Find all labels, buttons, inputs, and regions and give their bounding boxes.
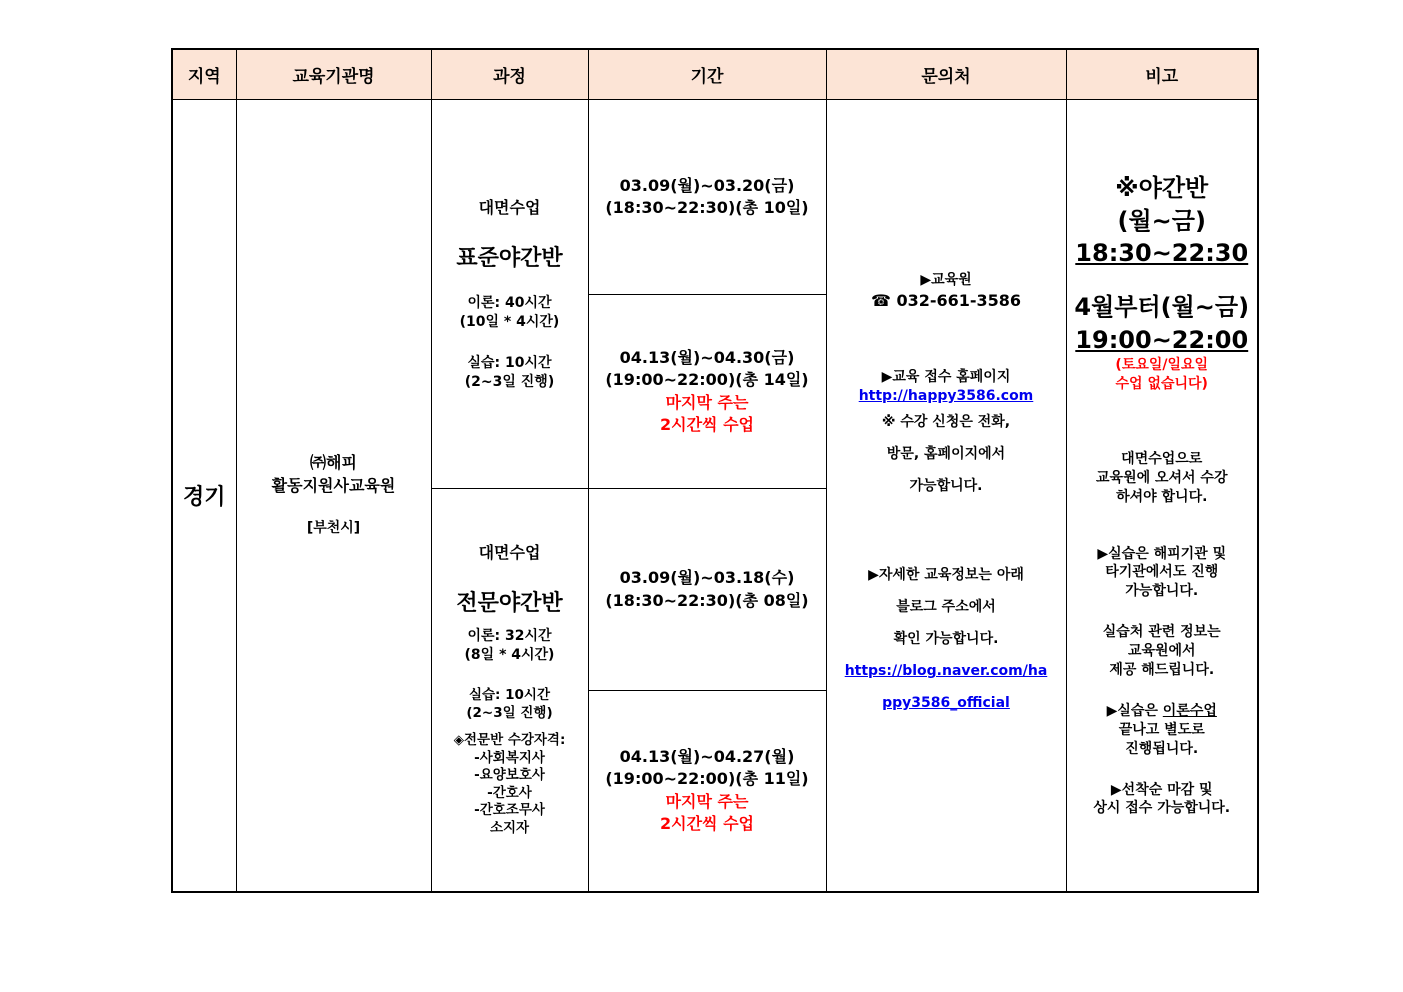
qualification-item: -사회복지사 [474,749,545,766]
remarks-separate-1u: 이론수업 [1162,702,1217,719]
course-standard-theory: 이론: 40시간 [467,294,552,311]
course-expert-practice-detail: (2~3일 진행) [466,704,553,721]
course-expert-theory: 이론: 32시간 [467,628,552,645]
period-cell-4 [588,691,826,892]
remarks-april-title: 4월부터(월~금) [1074,293,1250,322]
apply-note-1: ※ 수강 신청은 전화, [881,414,1011,431]
contact-label: ▶교육원 [920,271,972,288]
qualification-item: -요양보호사 [474,767,545,784]
header-remarks: 비고 [1066,49,1258,100]
homepage-link[interactable]: http://happy3586.com [858,388,1034,405]
contact-phone: 032-661-3586 [896,290,1022,310]
remarks-night-time: 18:30~22:30 [1075,238,1249,267]
course-expert-theory-detail: (8일 * 4시간) [464,647,555,664]
course-standard-name: 표준야간반 [456,245,563,271]
remarks-separate-3: 진행됩니다. [1125,740,1199,757]
course-standard-type: 대면수업 [478,197,541,217]
blog-note-2: 블로그 주소에서 [896,598,996,615]
blog-note-3: 확인 가능합니다. [893,630,999,647]
institution-city: [부천시] [306,520,361,537]
course-standard-practice: 실습: 10시간 [467,354,552,371]
course-expert-practice: 실습: 10시간 [468,687,551,704]
blog-link-1[interactable]: https://blog.naver.com/ha [844,663,1048,680]
period-4-dates: 04.13(월)~04.27(월) [619,746,795,766]
contact-cell [826,100,1066,892]
remarks-first-1: ▶선착순 마감 및 [1110,781,1213,798]
phone-icon: ☎ [870,290,891,310]
remarks-separate-2: 끝나고 별도로 [1118,721,1205,738]
period-2-detail: (19:00~22:00)(총 14일) [605,370,809,390]
schedule-table [171,48,1259,893]
remarks-practice-3: 가능합니다. [1125,583,1199,600]
period-3-detail: (18:30~22:30)(총 08일) [605,590,809,610]
period-1-dates: 03.09(월)~03.20(금) [619,175,795,195]
header-region: 지역 [172,49,236,100]
qualification-item: 소지자 [489,819,530,836]
apply-note-2: 방문, 홈페이지에서 [886,446,1006,463]
period-3-dates: 03.09(월)~03.18(수) [619,568,795,588]
period-4-note-1: 마지막 주는 [665,791,749,811]
period-2-note-1: 마지막 주는 [665,392,749,412]
remarks-first-2: 상시 접수 가능합니다. [1093,800,1231,817]
period-1-detail: (18:30~22:30)(총 10일) [605,198,809,217]
remarks-separate-1: ▶실습은 [1106,702,1163,719]
course-standard-theory-detail: (10일 * 4시간) [459,313,560,330]
course-expert-name: 전문야간반 [456,591,563,617]
blog-link-2[interactable]: ppy3586_official [882,695,1010,712]
remarks-info-1: 실습처 관련 정보는 [1102,624,1221,641]
remarks-night-title: ※야간반 [1115,174,1209,203]
remarks-practice-1: ▶실습은 해피기관 및 [1097,545,1227,562]
period-4-note-2: 2시간씩 수업 [660,814,754,834]
institution-name-2: 활동지원사교육원 [271,475,396,495]
course-standard-cell [431,100,588,489]
region-cell: 경기 [172,100,236,892]
period-2-note-2: 2시간씩 수업 [660,414,754,434]
header-contact: 문의처 [826,49,1066,100]
homepage-label: ▶교육 접수 홈페이지 [881,369,1011,386]
header-period: 기간 [588,49,826,100]
remarks-april-time: 19:00~22:00 [1075,325,1249,354]
period-cell-1 [588,100,826,295]
remarks-no-class-2: 수업 없습니다) [1115,375,1208,392]
period-cell-2 [588,295,826,489]
remarks-no-class-1: (토요일/일요일 [1115,357,1209,374]
remarks-info-2: 교육원에서 [1127,643,1196,660]
course-expert-type: 대면수업 [478,542,541,562]
remarks-cell [1066,100,1258,892]
course-standard-practice-detail: (2~3일 진행) [464,373,555,390]
blog-note-1: ▶자세한 교육정보는 아래 [868,566,1024,583]
remarks-practice-2: 타기관에서도 진행 [1105,564,1219,581]
period-2-dates: 04.13(월)~04.30(금) [619,347,795,367]
period-4-detail: (19:00~22:00)(총 11일) [605,769,809,789]
remarks-info-3: 제공 해드립니다. [1109,662,1215,678]
remarks-visit-3: 하셔야 합니다. [1116,488,1208,505]
table-row [172,100,1258,295]
period-cell-3 [588,489,826,691]
course-expert-cell [431,489,588,892]
institution-cell [236,100,431,892]
remarks-night-days: (월~금) [1117,206,1206,235]
qualification-title: ◈전문반 수강자격: [453,732,566,749]
header-course: 과정 [431,49,588,100]
qualification-item: -간호사 [487,784,532,801]
remarks-visit-1: 대면수업으로 [1121,450,1203,467]
remarks-visit-2: 교육원에 오셔서 수강 [1096,469,1228,486]
header-row [172,49,1258,100]
institution-name-1: ㈜해피 [310,453,357,473]
apply-note-3: 가능합니다. [909,478,983,495]
header-institution: 교육기관명 [236,49,431,100]
qualification-item: -간호조무사 [474,802,545,819]
